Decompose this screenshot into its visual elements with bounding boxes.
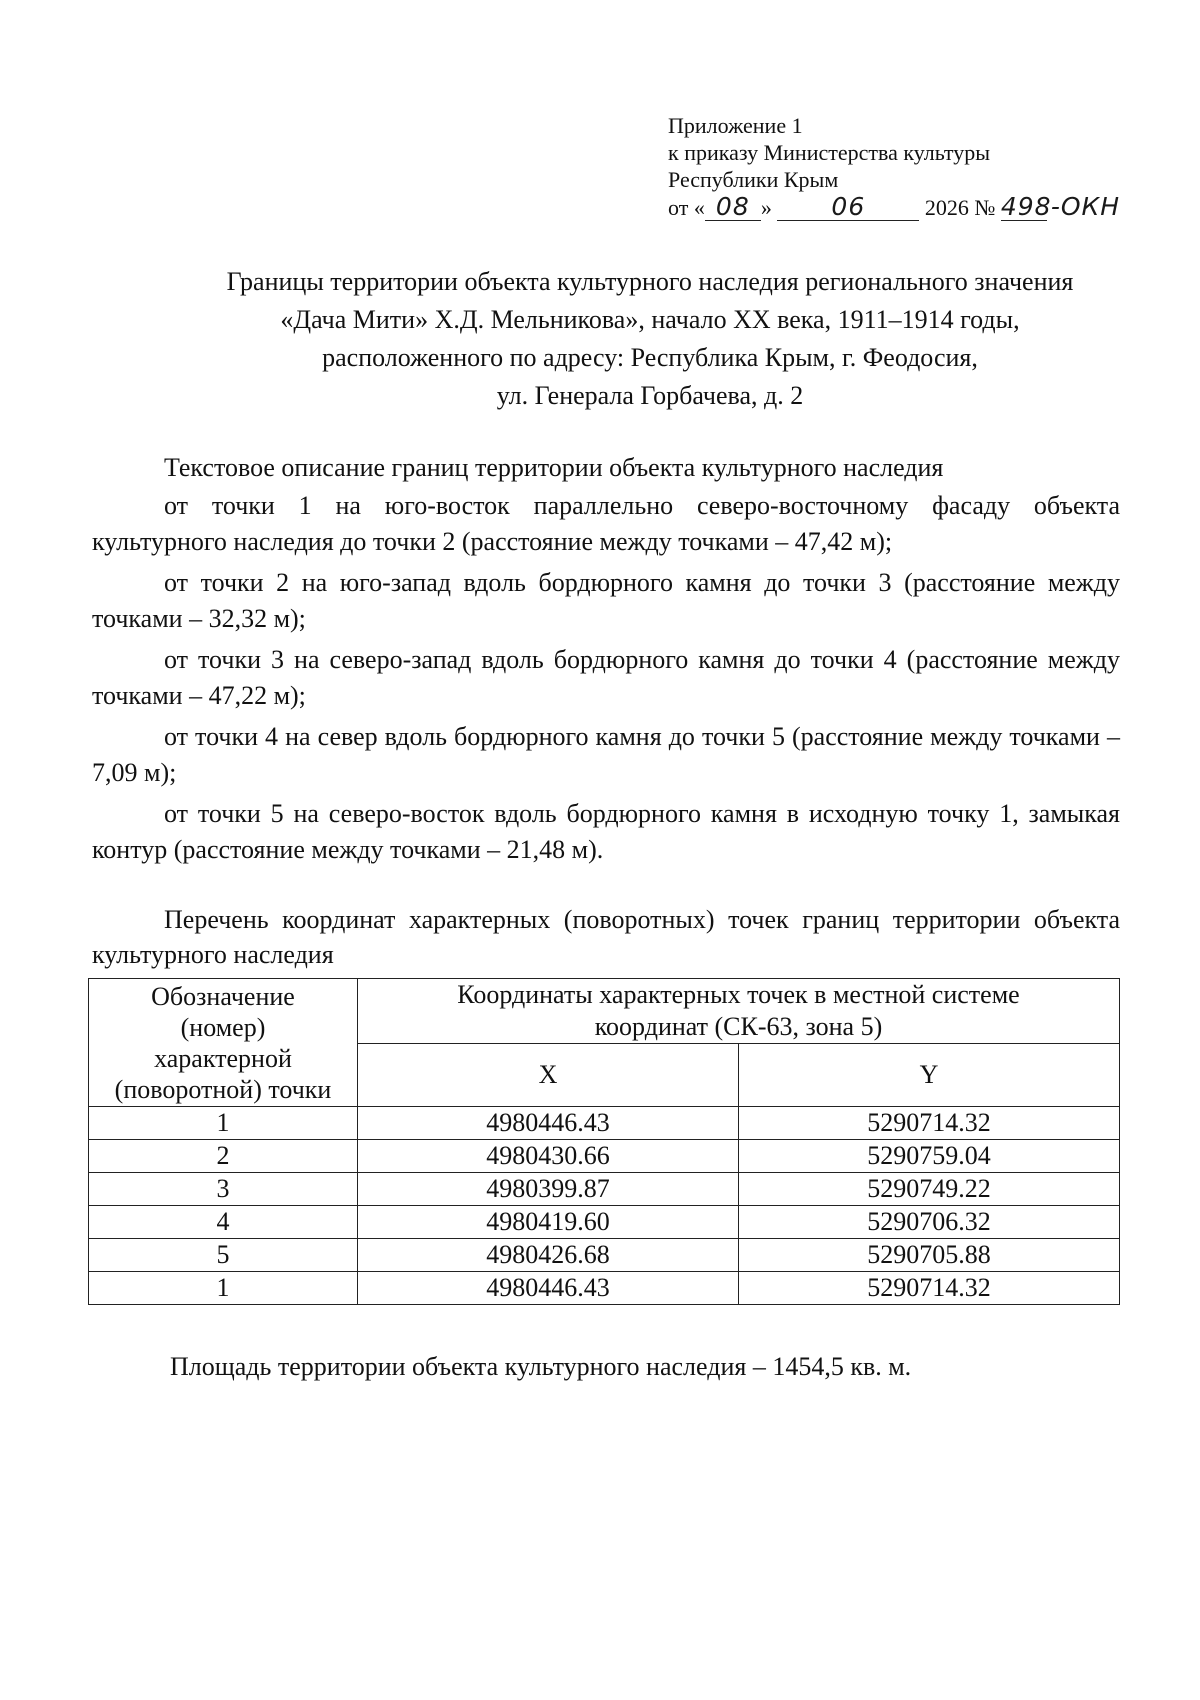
date-month: 06 [831,192,866,221]
document-title [90,263,1200,415]
date-prefix: от « [668,195,705,220]
coordinates-table [88,978,1120,1305]
boundary-description [92,450,1120,873]
title-line-2: «Дача Мити» Х.Д. Мельникова», начало XX века, 1911–1914 годы, [280,305,1020,334]
header-y: Y [739,1044,1120,1107]
cell-point: 1 [89,1107,358,1140]
description-heading: Текстовое описание границ территории объекта культурного наследия [164,453,944,482]
table-row [89,1239,1120,1272]
date-day-field [705,192,761,221]
cell-y: 5290759.04 [739,1140,1120,1173]
table-row [89,1173,1120,1206]
table-header-row [89,979,1120,1044]
header-designation: Обозначение (номер) характерной (поворотной) точки [89,979,358,1107]
appendix-order-ref: к приказу Министерства культуры [668,140,991,165]
cell-x: 4980426.68 [358,1239,739,1272]
date-mid: » [760,195,772,220]
table-row [89,1272,1120,1305]
cell-y: 5290706.32 [739,1206,1120,1239]
table-row [89,1107,1120,1140]
date-year: 2026 № [924,195,996,220]
coordinates-intro: Перечень координат характерных (поворотных) точек границ территории объекта культурного наследия [92,905,1120,969]
date-month-field [777,192,919,221]
cell-y: 5290705.88 [739,1239,1120,1272]
cell-x: 4980446.43 [358,1107,739,1140]
cell-point: 2 [89,1140,358,1173]
table-row [89,1206,1120,1239]
area-statement: Площадь территории объекта культурного наследия – 1454,5 кв. м. [170,1352,912,1381]
title-line-1: Границы территории объекта культурного наследия регионального значения [226,267,1074,296]
appendix-block [668,112,1188,221]
title-line-3: расположенного по адресу: Республика Крым, г. Феодосия, [322,343,978,372]
date-day: 08 [715,192,750,221]
order-suffix: -ОКН [1050,192,1121,221]
cell-y: 5290749.22 [739,1173,1120,1206]
appendix-date-line [668,193,1188,221]
cell-y: 5290714.32 [739,1107,1120,1140]
appendix-title: Приложение 1 [668,113,803,138]
description-paragraph: от точки 5 на северо-восток вдоль бордюрного камня в исходную точку 1, замыкая контур (расстояние между точками – 21,48 м). [92,799,1120,864]
cell-x: 4980446.43 [358,1272,739,1305]
description-paragraph: от точки 2 на юго-запад вдоль бордюрного камня до точки 3 (расстояние между точками – 32,32 м); [92,568,1120,633]
cell-x: 4980419.60 [358,1206,739,1239]
cell-point: 4 [89,1206,358,1239]
appendix-ministry: Республики Крым [668,167,839,192]
cell-y: 5290714.32 [739,1272,1120,1305]
description-paragraph: от точки 1 на юго-восток параллельно северо-восточному фасаду объекта культурного наследия до точки 2 (расстояние между точками – 47,42 м); [92,491,1120,556]
description-paragraph: от точки 4 на север вдоль бордюрного камня до точки 5 (расстояние между точками – 7,09 м); [92,722,1120,787]
cell-x: 4980399.87 [358,1173,739,1206]
cell-x: 4980430.66 [358,1140,739,1173]
description-paragraph: от точки 3 на северо-запад вдоль бордюрного камня до точки 4 (расстояние между точками – 47,22 м); [92,645,1120,710]
order-number-field [1000,192,1052,221]
cell-point: 5 [89,1239,358,1272]
table-row [89,1140,1120,1173]
order-number: 498 [1000,192,1052,221]
header-x: X [358,1044,739,1107]
header-coordinates: Координаты характерных точек в местной системе координат (СК-63, зона 5) [358,979,1120,1044]
cell-point: 1 [89,1272,358,1305]
title-line-4: ул. Генерала Горбачева, д. 2 [496,381,804,410]
cell-point: 3 [89,1173,358,1206]
